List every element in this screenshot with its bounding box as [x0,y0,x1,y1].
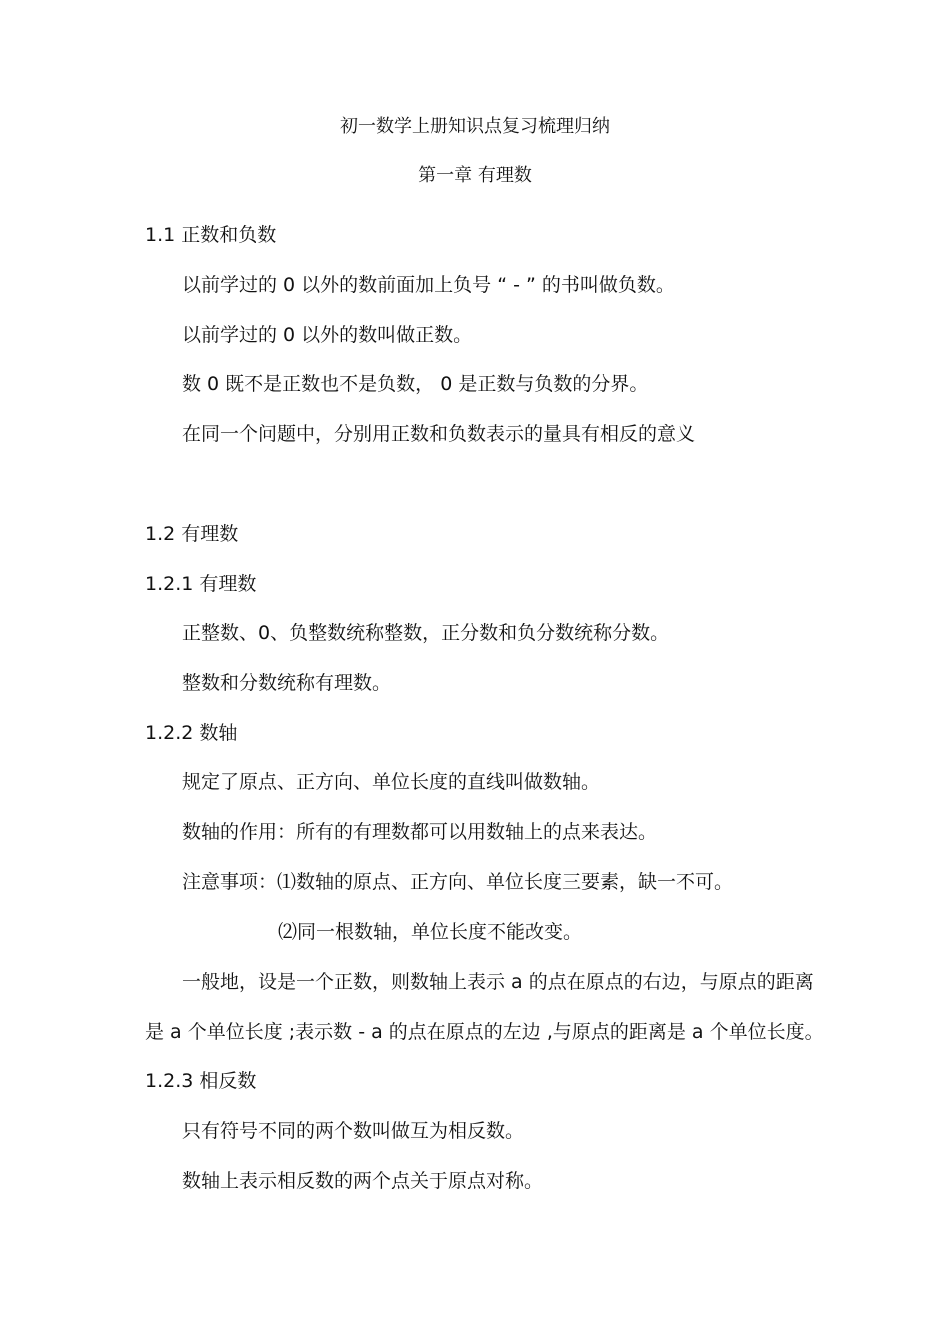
paragraph: 整数和分数统称有理数。 [182,672,392,694]
paragraph: 在同一个问题中，分别用正数和负数表示的量具有相反的意义 [182,423,696,445]
section-heading-1-2-3: 1.2.3 相反数 [145,1070,257,1092]
paragraph: 以前学过的 0 以外的数叫做正数。 [182,324,473,346]
paragraph: ⑵同一根数轴，单位长度不能改变。 [278,921,583,943]
paragraph: 正整数、0、负整数统称整数，正分数和负分数统称分数。 [182,622,670,644]
section-heading-1-2-2: 1.2.2 数轴 [145,722,238,744]
section-heading-1-1: 1.1 正数和负数 [145,224,277,246]
section-heading-1-2: 1.2 有理数 [145,523,239,545]
paragraph: 规定了原点、正方向、单位长度的直线叫做数轴。 [182,771,601,793]
document-title: 初一数学上册知识点复习梳理归纳 [340,116,610,137]
paragraph: 一般地，设是一个正数，则数轴上表示 a 的点在原点的右边，与原点的距离 [182,971,814,993]
paragraph: 只有符号不同的两个数叫做互为相反数。 [182,1120,525,1142]
paragraph: 数轴的作用：所有的有理数都可以用数轴上的点来表达。 [182,821,658,843]
paragraph: 数 0 既不是正数也不是负数， 0 是正数与负数的分界。 [182,373,649,395]
section-heading-1-2-1: 1.2.1 有理数 [145,573,257,595]
paragraph: 数轴上表示相反数的两个点关于原点对称。 [182,1170,544,1192]
paragraph: 注意事项：⑴数轴的原点、正方向、单位长度三要素，缺一不可。 [182,871,734,893]
chapter-title: 第一章 有理数 [418,165,532,186]
paragraph: 以前学过的 0 以外的数前面加上负号 “ - ” 的书叫做负数。 [182,274,675,296]
paragraph-continuation: 是 a 个单位长度 ;表示数 - a 的点在原点的左边 ,与原点的距离是 a 个单位长度。 [145,1021,824,1043]
